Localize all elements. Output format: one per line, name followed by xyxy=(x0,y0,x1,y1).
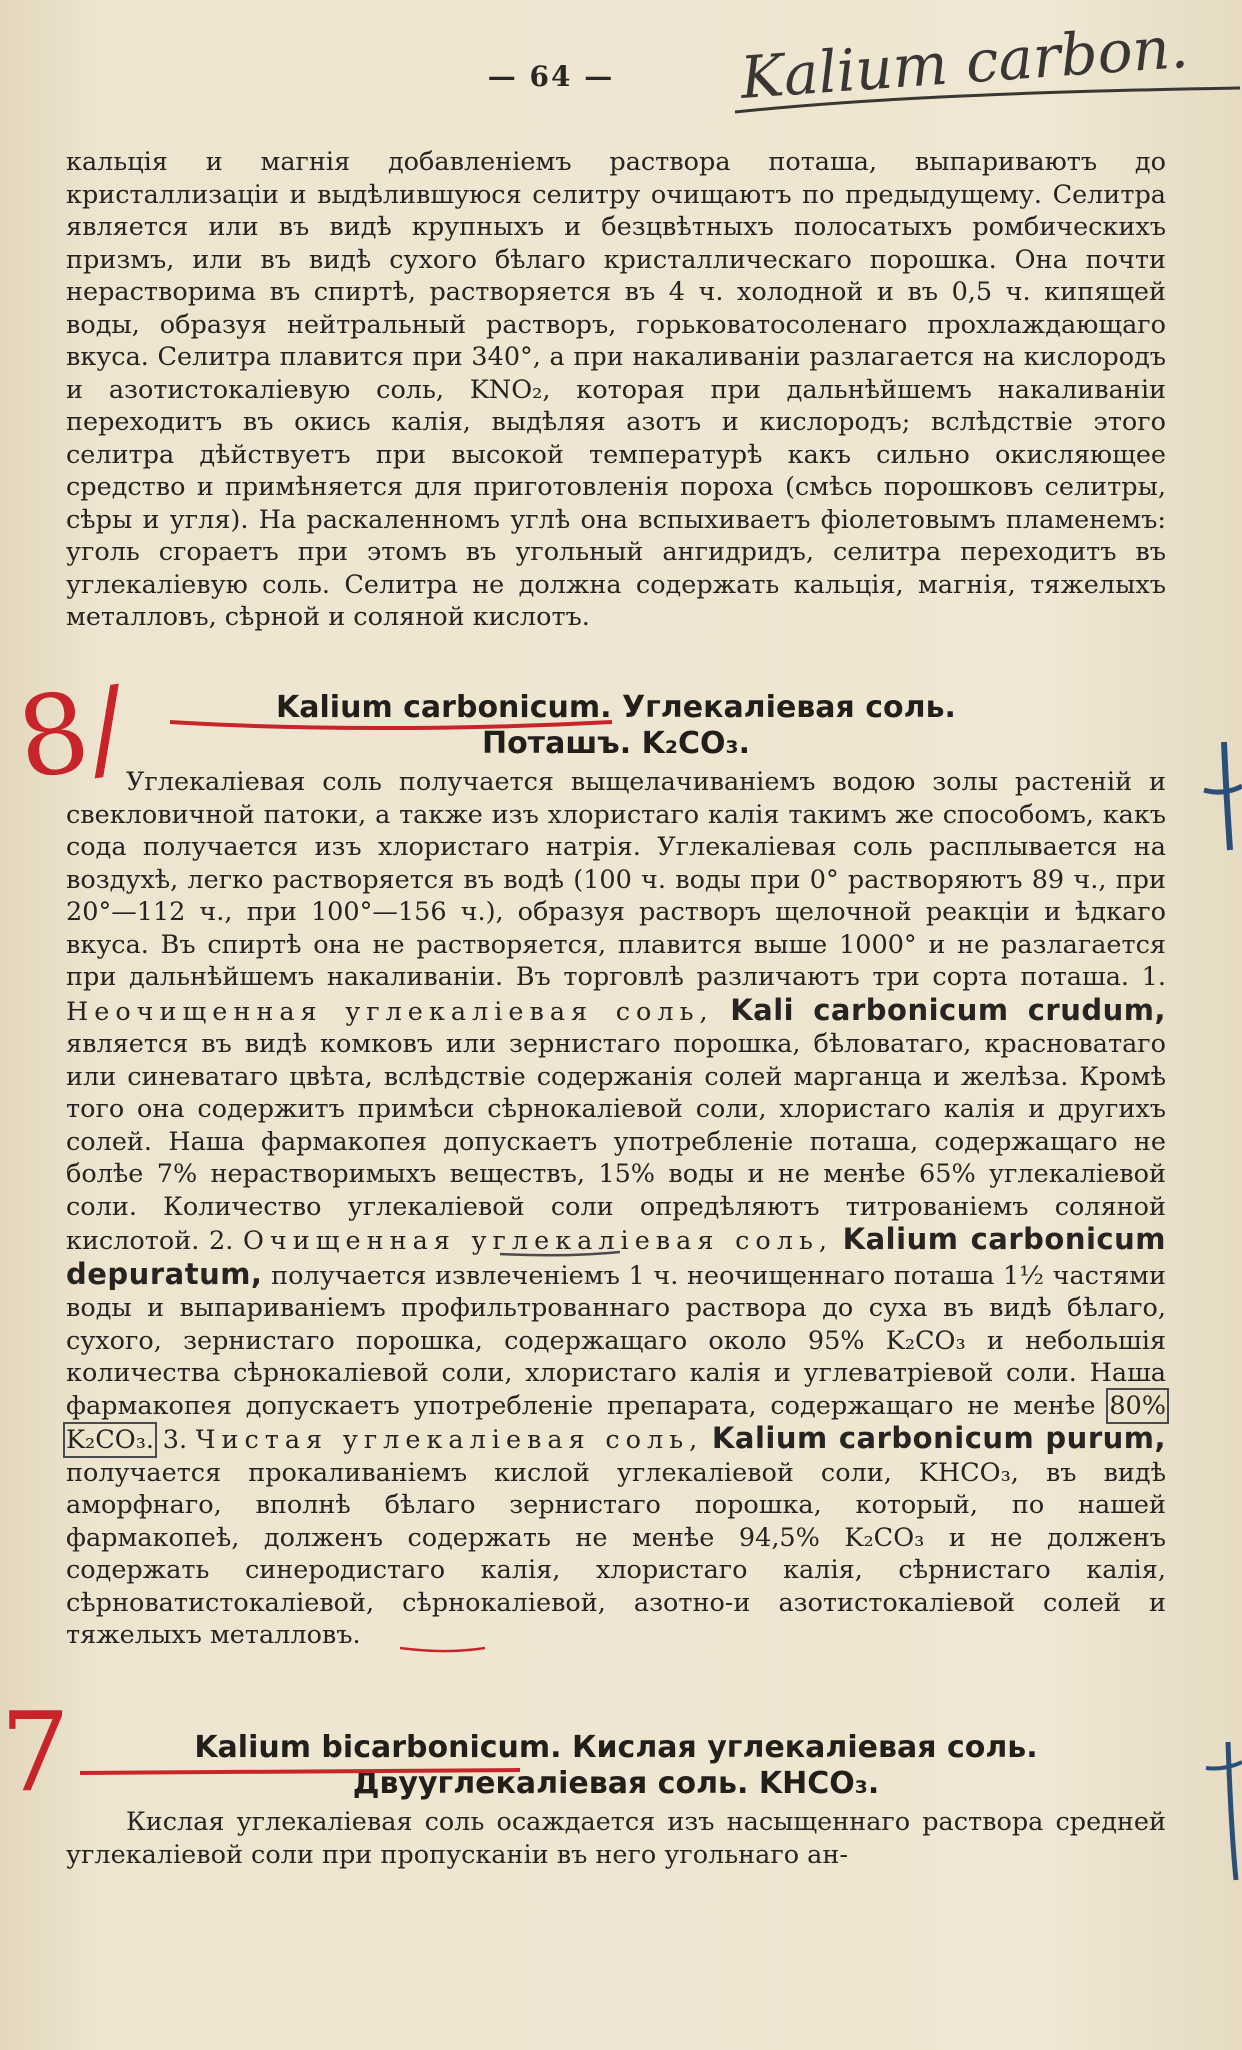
grade2-boxed-value: 80% K₂CO₃. xyxy=(66,1390,1166,1455)
bicarbonicum-body xyxy=(66,1806,1166,1871)
intro-paragraph: кальція и магнія добавленіемъ раствора поташа, выпариваютъ до кристаллизаціи и выдѣлившуюся селитру очищаютъ по предыдущему. Селитра является или въ видѣ крупныхъ и безцвѣтныхъ полосатыхъ ромбическихъ призмъ, или въ видѣ сухого бѣлаго кристаллическаго порошка. Она почти нерастворима въ спиртѣ, растворяется въ 4 ч. холодной и въ 0,5 ч. кипящей воды, образуя нейтральный растворъ, горьковатосоленаго прохлаждающаго вкуса. Селитра плавится при 340°, а при накаливаніи разлагается на кислородъ и азотистокаліевую соль, KNO₂, которая при дальнѣйшемъ накаливаніи переходитъ въ окись калія, выдѣляя азотъ и кислородъ; вслѣдствіе этого селитра дѣйствуетъ при высокой температурѣ какъ сильно окисляющее средство и примѣняется для приготовленія пороха (смѣсь порошковъ селитры, сѣры и угля). На раскаленномъ углѣ она вспыхиваетъ фіолетовымъ пламенемъ: уголь сгораетъ при этомъ въ угольный ангидридъ, селитра переходитъ въ углекаліевую соль. Селитра не должна содержать кальція, магнія, тяжелыхъ металловъ, сѣрной и соляной кислотъ. xyxy=(66,147,1166,632)
page-number: — 64 — xyxy=(487,60,615,93)
heading-line-1 xyxy=(66,1730,1166,1766)
blue-margin-tick-2 xyxy=(1206,1762,1242,1769)
grade3-prefix: 3. xyxy=(162,1425,188,1455)
grade2-label: Очищенная углекаліевая соль, xyxy=(243,1226,833,1256)
blue-margin-line-1 xyxy=(1224,742,1230,850)
bicarbonicum-paragraph: Кислая углекаліевая соль осаждается изъ насыщеннаго раствора средней углекаліевой соли при пропусканіи въ него угольнаго ан- xyxy=(66,1807,1166,1870)
heading-latin: Kalium bicarbonicum. xyxy=(194,1730,562,1765)
grade3-latin: Kalium carbonicum purum, xyxy=(711,1421,1167,1455)
heading-russian: Кислая углекаліевая соль. xyxy=(572,1730,1038,1765)
section-heading-carbonicum xyxy=(66,690,1166,762)
header-handwriting: Kalium carbon. xyxy=(738,12,1191,112)
grade2-text: получается извлеченіемъ 1 ч. неочищеннаго поташа 1½ частями воды и выпариваніемъ профильтрованнаго раствора до суха въ видѣ бѣлаго, сухого, зернистаго порошка, содержащаго около 95% K₂CO₃ и небольшія количества сѣрнокаліевой соли, хлористаго калія и углеватріевой соли. Наша фармакопея допускаетъ употребленіе препарата, содержащаго не менѣе xyxy=(66,1260,1166,1421)
red-margin-mark-7: 7 xyxy=(0,1688,70,1816)
red-margin-mark-8: 8/ xyxy=(9,662,134,804)
grade1-label: Неочищенная углекаліевая соль, xyxy=(66,996,714,1027)
intro-paragraph-block xyxy=(66,146,1166,634)
grade1-latin: Kali carbonicum crudum, xyxy=(730,992,1166,1027)
grade1-text: является въ видѣ комковъ или зернистаго порошка, бѣловатаго, красноватаго или синеватаго цвѣта, вслѣдствіе содержанія солей марганца и желѣза. Кромѣ того она содержитъ примѣси сѣрнокаліевой соли, хлористаго калія и другихъ солей. Наша фармакопея допускаетъ употребленіе поташа, содержащаго не болѣе 7% нерастворимыхъ веществъ, 15% воды и не менѣе 65% углекаліевой соли. Количество углекаліевой соли опредѣляютъ титрованіемъ соляной кислотой. 2. xyxy=(66,1029,1166,1256)
carbonicum-intro-text: Углекаліевая соль получается выщелачиваніемъ водою золы растеній и свекловичной патоки, а также изъ хлористаго калія такимъ же способомъ, какъ сода получается изъ хлористаго натрія. Углекаліевая соль расплывается на воздухѣ, легко растворяется въ водѣ (100 ч. воды при 0° растворяютъ 89 ч., при 20°—112 ч., при 100°—156 ч.), образуя растворъ щелочной реакціи и ѣдкаго вкуса. Въ спиртѣ она не растворяется, плавится выше 1000° и не разлагается при дальнѣйшемъ накаливаніи. Въ торговлѣ различаютъ три сорта поташа. 1. xyxy=(66,767,1166,992)
carbonicum-paragraph xyxy=(66,766,1166,1652)
heading-line-2: Поташъ. K₂CO₃. xyxy=(481,726,751,761)
section-heading-bicarbonicum xyxy=(66,1730,1166,1802)
grade3-text: получается прокаливаніемъ кислой углекаліевой соли, KHCO₃, въ видѣ аморфнаго, вполнѣ бѣлаго зернистаго порошка, который, по нашей фармакопеѣ, долженъ содержать не менѣе 94,5% K₂CO₃ и не долженъ содержать синеродистаго калія, хлористаго калія, сѣрнистаго калія, сѣрноватистокаліевой, сѣрнокаліевой, азотно-и азотистокаліевой солей и тяжелыхъ металловъ. xyxy=(66,1457,1166,1650)
grade2-latin: Kalium carbonicum depuratum, xyxy=(66,1222,1166,1291)
carbonicum-body xyxy=(66,766,1166,1652)
grade3-label: Чистая углекаліевая соль, xyxy=(195,1425,704,1455)
heading-russian: Углекаліевая соль. xyxy=(621,690,956,725)
heading-latin: Kalium carbonicum. xyxy=(276,690,612,725)
heading-line-2: Двууглекаліевая соль. KHCO₃. xyxy=(352,1766,880,1801)
heading-line-1 xyxy=(66,690,1166,726)
blue-margin-tick-1 xyxy=(1204,786,1242,792)
blue-margin-line-2 xyxy=(1228,1742,1236,1880)
